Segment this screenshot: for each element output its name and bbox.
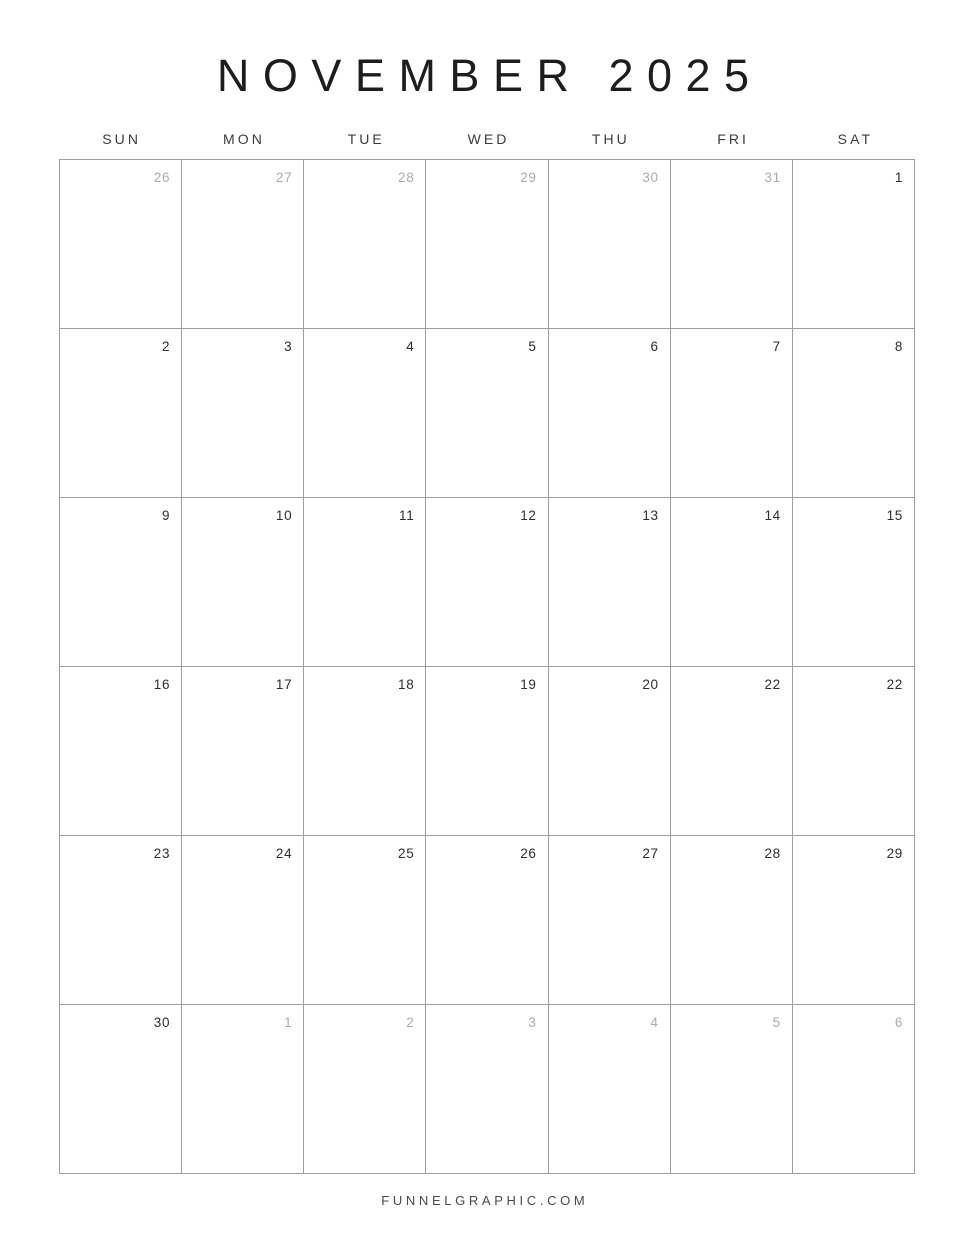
- day-cell: [304, 667, 425, 835]
- day-number: 19: [520, 677, 537, 692]
- day-number: 11: [399, 508, 415, 523]
- day-cell: [60, 498, 181, 666]
- day-cell: [426, 836, 547, 1004]
- day-number: 15: [886, 508, 903, 523]
- day-number: 12: [520, 508, 537, 523]
- day-cell: [549, 667, 670, 835]
- day-cell: [60, 836, 181, 1004]
- day-cell: [426, 1005, 547, 1173]
- day-number: 5: [772, 1015, 781, 1030]
- weekday-label: MON: [223, 131, 265, 147]
- day-number: 16: [153, 677, 171, 692]
- weekday-label: THU: [591, 131, 630, 147]
- day-cell: [671, 160, 792, 328]
- day-cell: [671, 498, 792, 666]
- day-cell: [671, 836, 792, 1004]
- day-number: 29: [520, 170, 537, 185]
- day-number: 9: [161, 508, 171, 523]
- day-number: 4: [650, 1015, 659, 1030]
- weekday-label: FRI: [717, 131, 749, 147]
- day-cell: [549, 836, 670, 1004]
- day-number: 4: [406, 339, 415, 354]
- day-number: 1: [894, 170, 903, 185]
- day-cell: [426, 160, 547, 328]
- day-number: 28: [398, 170, 415, 185]
- day-cell: [793, 160, 914, 328]
- page-title: NOVEMBER 2025: [216, 50, 763, 101]
- day-cell: [793, 836, 914, 1004]
- day-cell: [671, 329, 792, 497]
- day-number: 3: [284, 339, 293, 354]
- day-cell: [426, 498, 547, 666]
- day-cell: [549, 329, 670, 497]
- day-number: 3: [528, 1015, 537, 1030]
- day-number: 31: [764, 170, 781, 185]
- day-number: 2: [406, 1015, 415, 1030]
- day-cell: [304, 1005, 425, 1173]
- weekday-label: SUN: [102, 131, 142, 147]
- weekday-label: SAT: [837, 131, 874, 147]
- day-cell: [549, 160, 670, 328]
- day-number: 22: [764, 677, 781, 692]
- day-number: 24: [275, 846, 293, 861]
- day-number: 22: [886, 677, 903, 692]
- day-number: 8: [894, 339, 903, 354]
- day-number: 14: [764, 508, 781, 523]
- day-number: 27: [275, 170, 293, 185]
- day-number: 30: [153, 1015, 171, 1030]
- day-number: 25: [398, 846, 415, 861]
- day-number: 28: [764, 846, 781, 861]
- footer-watermark: FUNNELGRAPHIC.COM: [381, 1193, 589, 1208]
- day-cell: [793, 667, 914, 835]
- day-number: 2: [161, 339, 171, 354]
- day-cell: [182, 667, 303, 835]
- day-cell: [549, 498, 670, 666]
- day-cell: [182, 329, 303, 497]
- day-number: 17: [275, 677, 293, 692]
- day-number: 6: [894, 1015, 903, 1030]
- day-cell: [793, 1005, 914, 1173]
- day-number: 29: [886, 846, 903, 861]
- day-number: 1: [284, 1015, 293, 1030]
- day-cell: [426, 329, 547, 497]
- day-number: 30: [642, 170, 659, 185]
- day-number: 6: [650, 339, 659, 354]
- day-cell: [182, 498, 303, 666]
- day-number: 10: [275, 508, 293, 523]
- day-cell: [182, 836, 303, 1004]
- day-number: 5: [528, 339, 537, 354]
- day-number: 23: [153, 846, 171, 861]
- weekday-label: WED: [467, 131, 510, 147]
- day-cell: [304, 160, 425, 328]
- day-number: 13: [642, 508, 659, 523]
- day-cell: [60, 329, 181, 497]
- calendar-grid: [59, 159, 915, 1174]
- day-number: 18: [398, 677, 415, 692]
- day-cell: [182, 1005, 303, 1173]
- day-cell: [304, 329, 425, 497]
- day-cell: [549, 1005, 670, 1173]
- day-cell: [671, 1005, 792, 1173]
- day-cell: [60, 160, 181, 328]
- day-cell: [671, 667, 792, 835]
- weekday-label: TUE: [347, 131, 385, 147]
- day-cell: [60, 1005, 181, 1173]
- day-cell: [60, 667, 181, 835]
- day-cell: [793, 498, 914, 666]
- day-number: 26: [520, 846, 537, 861]
- day-number: 26: [153, 170, 171, 185]
- day-cell: [793, 329, 914, 497]
- day-number: 27: [642, 846, 659, 861]
- day-cell: [426, 667, 547, 835]
- day-cell: [304, 498, 425, 666]
- day-number: 20: [642, 677, 659, 692]
- day-cell: [304, 836, 425, 1004]
- weekday-header-row: [59, 131, 915, 147]
- day-cell: [182, 160, 303, 328]
- day-number: 7: [772, 339, 781, 354]
